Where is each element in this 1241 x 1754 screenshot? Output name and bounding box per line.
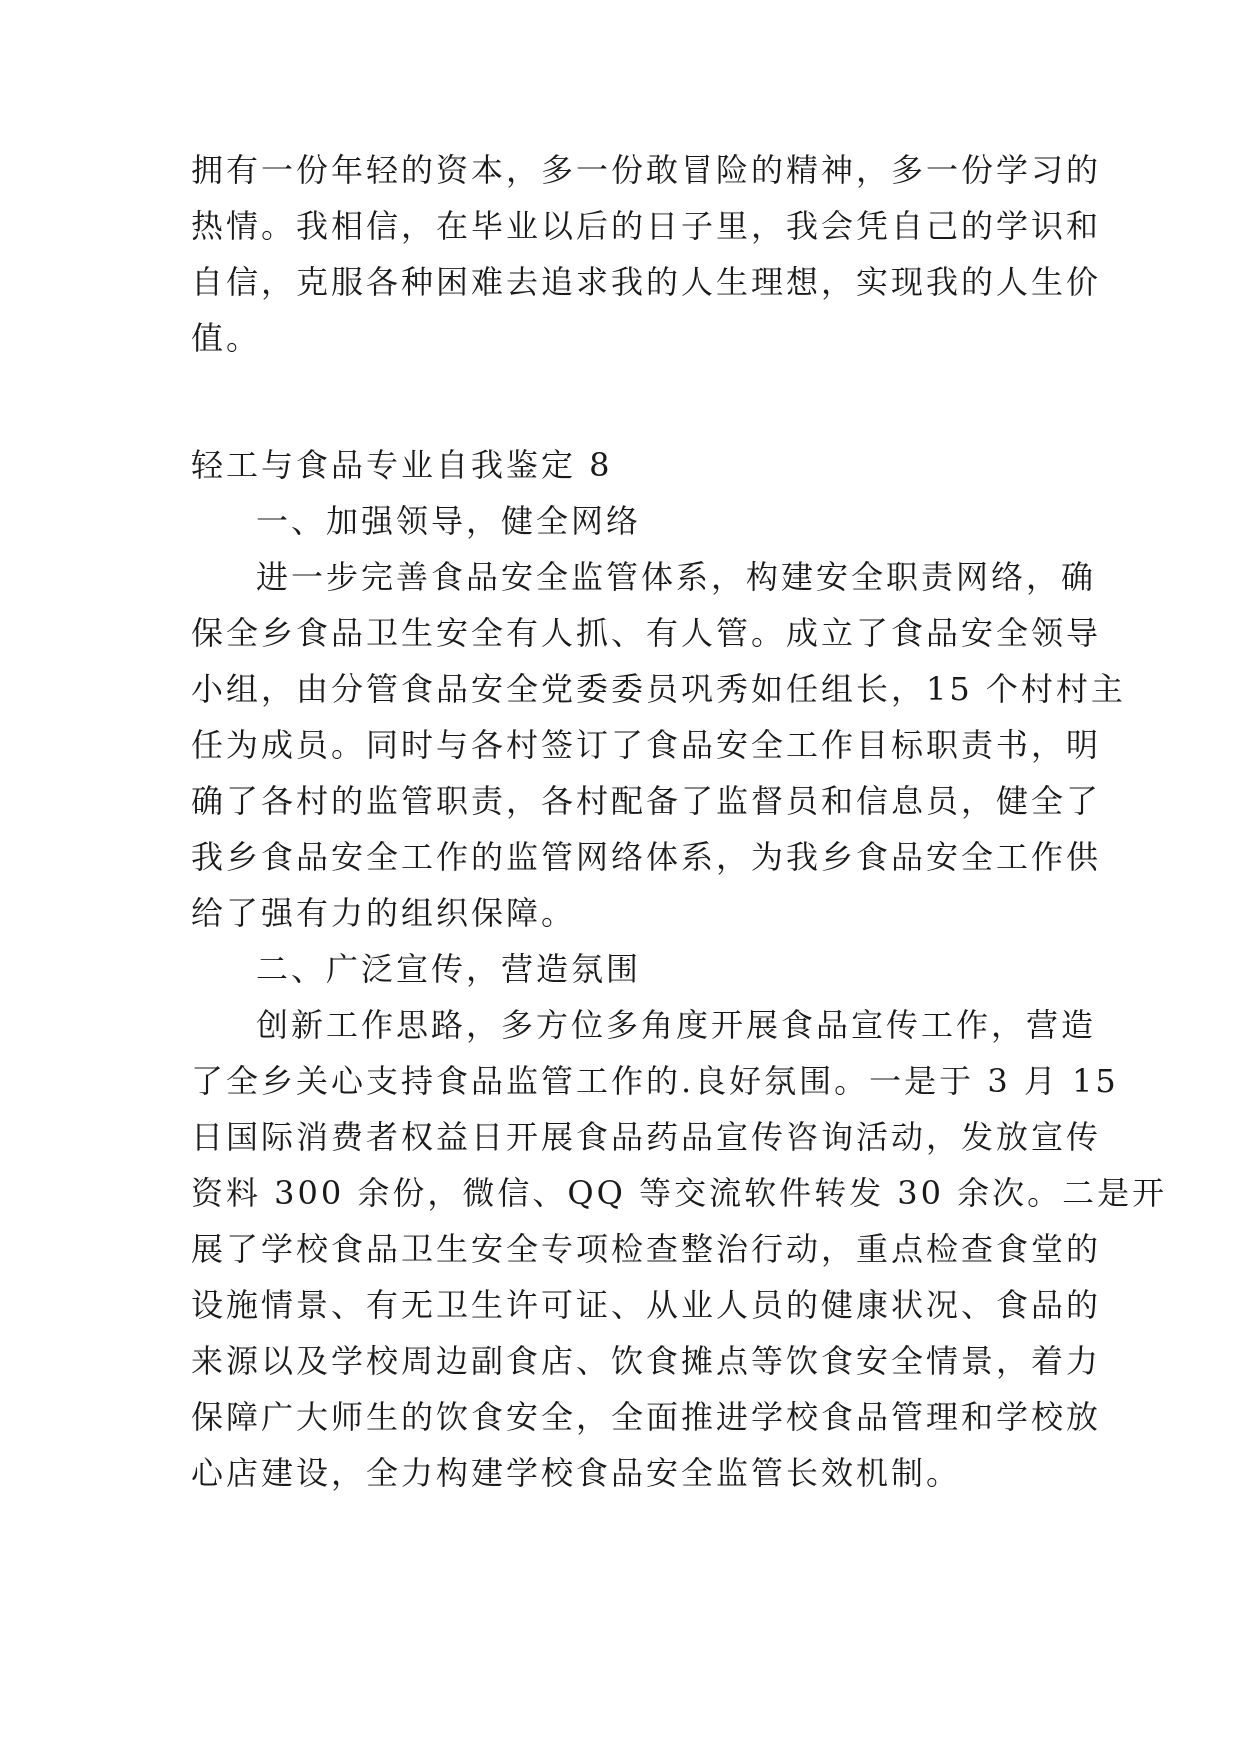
heading-publicity: 二、广泛宣传，营造氛围: [256, 950, 642, 988]
paragraph-2-line: 保障广大师生的饮食安全，全面推进学校食品管理和学校放: [191, 1398, 1102, 1436]
paragraph-2-line: 展了学校食品卫生安全专项检查整治行动，重点检查食堂的: [191, 1230, 1102, 1268]
paragraph-2-line: 日国际消费者权益日开展食品药品宣传咨询活动，发放宣传: [191, 1118, 1102, 1156]
paragraph-1-line: 小组，由分管食品安全党委委员巩秀如任组长，15 个村村主: [191, 670, 1126, 708]
paragraph-2-line: 创新工作思路，多方位多角度开展食品宣传工作，营造: [256, 1006, 1097, 1044]
paragraph-1-line: 确了各村的监管职责，各村配备了监督员和信息员，健全了: [191, 782, 1102, 820]
intro-line: 热情。我相信，在毕业以后的日子里，我会凭自己的学识和: [191, 207, 1102, 245]
paragraph-1-line: 进一步完善食品安全监管体系，构建安全职责网络，确: [256, 558, 1097, 596]
paragraph-1-line: 我乡食品安全工作的监管网络体系，为我乡食品安全工作供: [191, 838, 1102, 876]
paragraph-2-line: 资料 300 余份，微信、QQ 等交流软件转发 30 余次。二是开: [191, 1174, 1168, 1212]
section-title: 轻工与食品专业自我鉴定 8: [191, 446, 613, 484]
intro-line: 拥有一份年轻的资本，多一份敢冒险的精神，多一份学习的: [191, 151, 1102, 189]
paragraph-2-line: 了全乡关心支持食品监管工作的.良好氛围。一是于 3 月 15: [191, 1062, 1119, 1100]
paragraph-1-line: 任为成员。同时与各村签订了食品安全工作目标职责书，明: [191, 726, 1102, 764]
paragraph-2-line: 设施情景、有无卫生许可证、从业人员的健康状况、食品的: [191, 1286, 1102, 1324]
paragraph-2-line: 来源以及学校周边副食店、饮食摊点等饮食安全情景，着力: [191, 1342, 1102, 1380]
paragraph-1-line: 保全乡食品卫生安全有人抓、有人管。成立了食品安全领导: [191, 614, 1102, 652]
intro-line: 自信，克服各种困难去追求我的人生理想，实现我的人生价: [191, 263, 1102, 301]
intro-line: 值。: [191, 319, 262, 357]
paragraph-2-line: 心店建设，全力构建学校食品安全监管长效机制。: [191, 1454, 962, 1492]
paragraph-1-line: 给了强有力的组织保障。: [191, 894, 577, 932]
heading-leadership: 一、加强领导，健全网络: [256, 502, 642, 540]
